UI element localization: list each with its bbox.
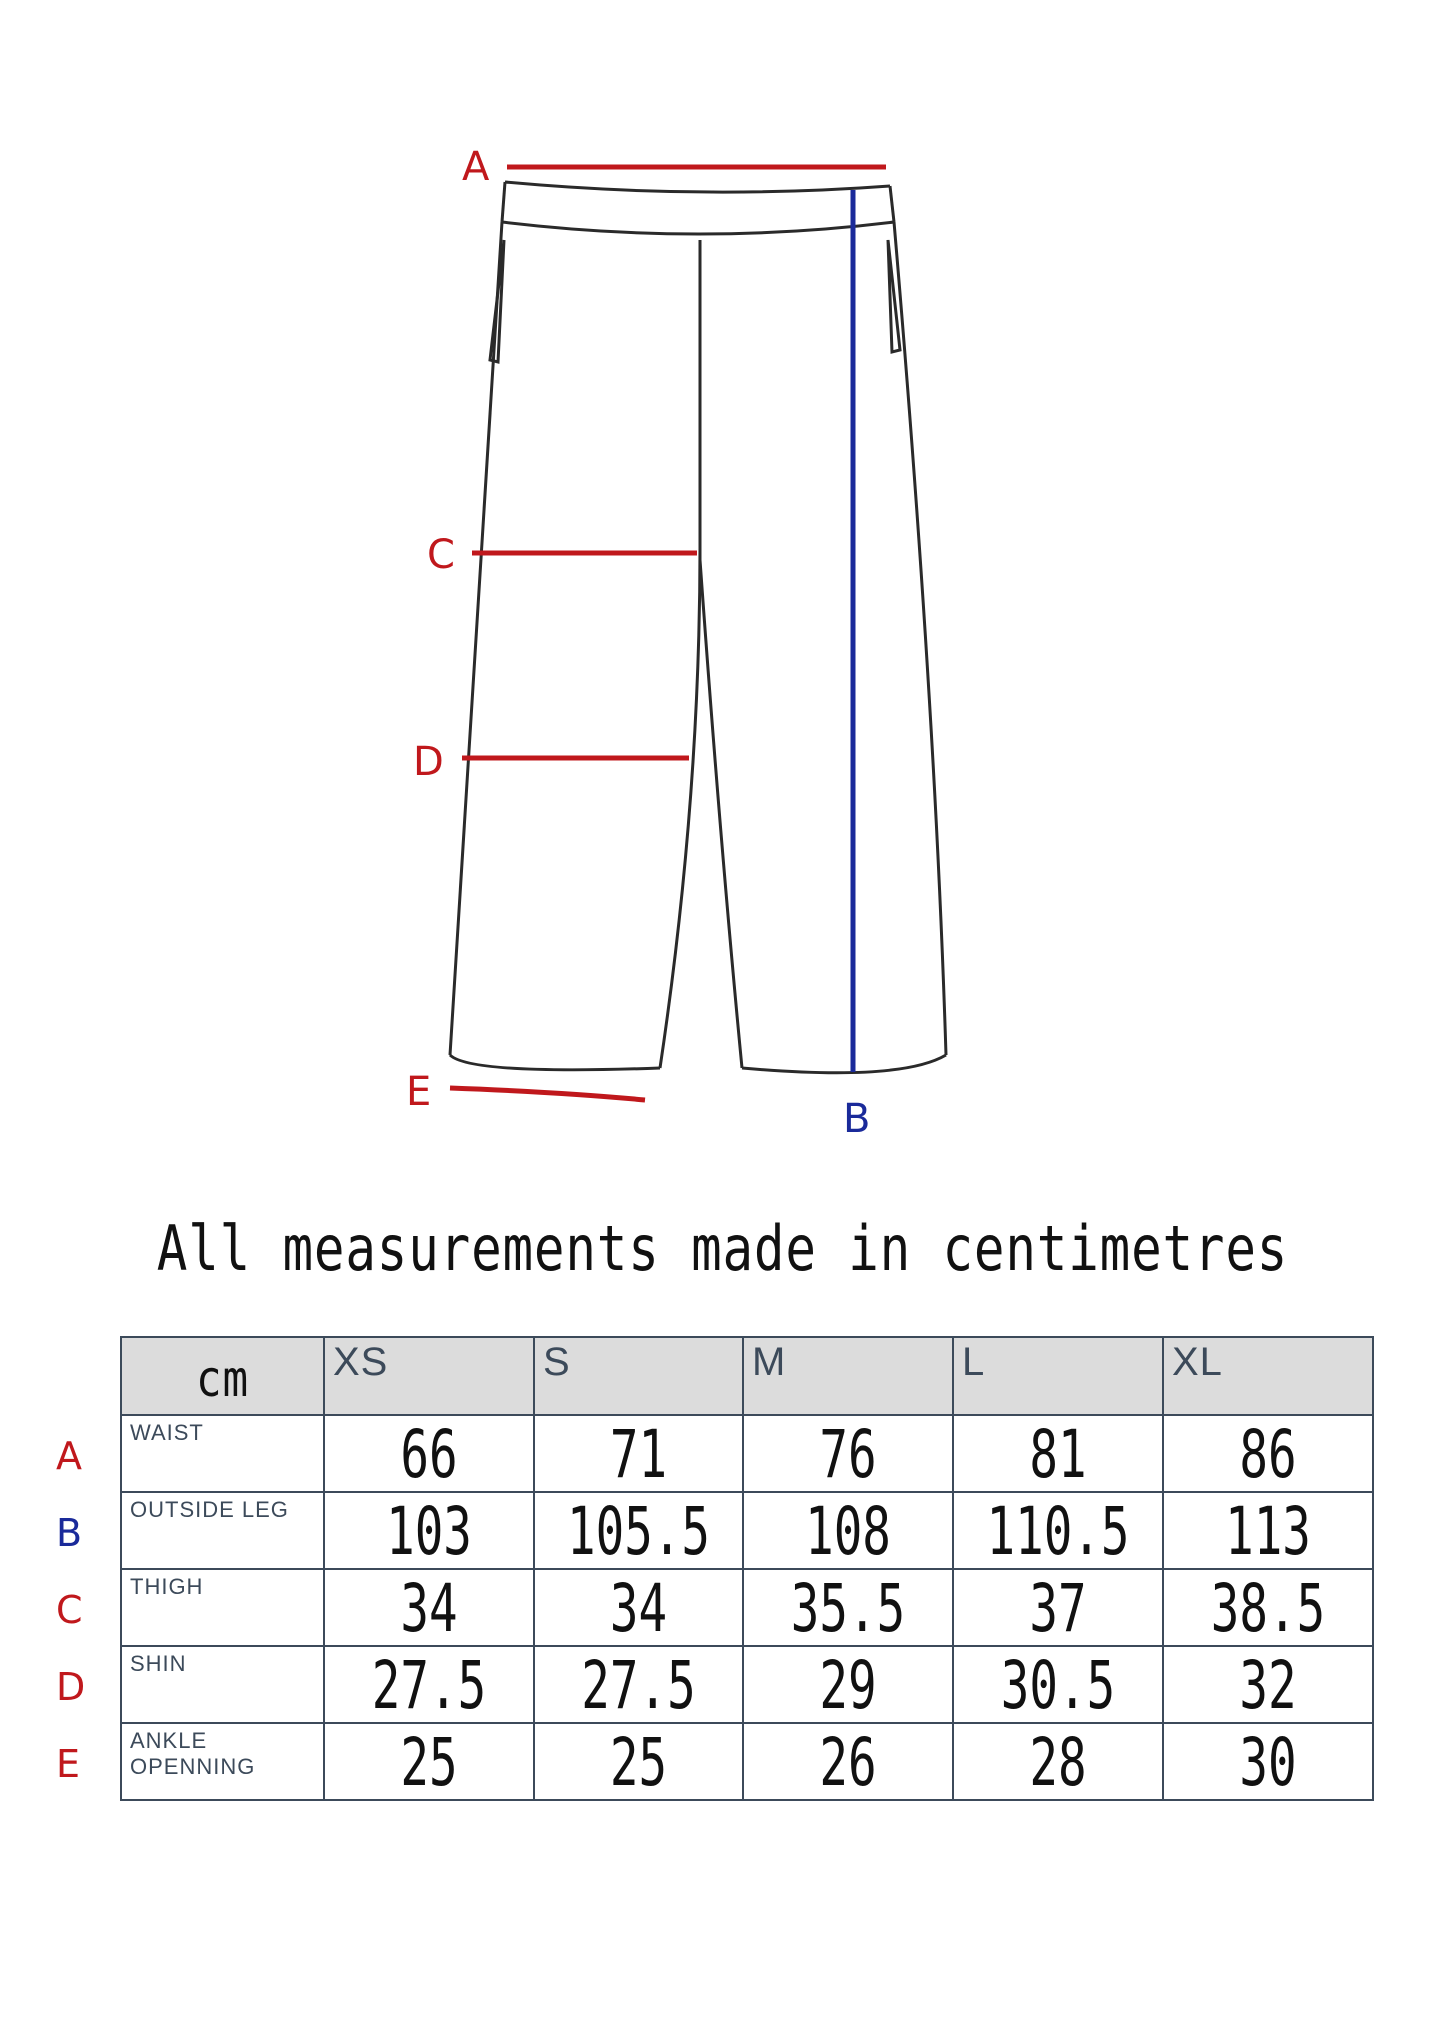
measurement-value: 26 bbox=[819, 1723, 877, 1801]
measurement-value: 110.5 bbox=[986, 1492, 1130, 1570]
measurement-value: 38.5 bbox=[1210, 1569, 1326, 1647]
value-cell-m bbox=[743, 1646, 953, 1723]
measurement-value: 66 bbox=[400, 1415, 458, 1493]
value-cell-xl bbox=[1163, 1723, 1373, 1800]
pants-outline bbox=[450, 182, 946, 1073]
value-cell-l bbox=[953, 1646, 1163, 1723]
value-cell-m bbox=[743, 1569, 953, 1646]
measurement-value: 25 bbox=[609, 1723, 668, 1801]
value-cell-s bbox=[534, 1415, 743, 1492]
measurement-value: 34 bbox=[400, 1569, 458, 1647]
table-row-outside-leg bbox=[121, 1492, 1373, 1569]
label-d: D bbox=[413, 739, 444, 785]
row-letter: A bbox=[56, 1434, 82, 1478]
row-name: THIGH bbox=[130, 1574, 204, 1599]
row-label-cell bbox=[56, 1492, 324, 1569]
measurement-value: 25 bbox=[400, 1723, 458, 1801]
size-header-s: S bbox=[534, 1337, 743, 1415]
label-e: E bbox=[406, 1069, 432, 1115]
table-row-waist bbox=[121, 1415, 1373, 1492]
value-cell-xs bbox=[324, 1723, 534, 1800]
value-cell-xs bbox=[324, 1492, 534, 1569]
value-cell-l bbox=[953, 1492, 1163, 1569]
row-name: OUTSIDE LEG bbox=[130, 1497, 289, 1522]
ankle-line bbox=[450, 1088, 645, 1100]
measurement-value: 27.5 bbox=[581, 1646, 696, 1724]
row-label-cell bbox=[56, 1569, 324, 1646]
label-b: B bbox=[843, 1096, 871, 1142]
size-chart-table bbox=[56, 1336, 1374, 1801]
measurement-value: 71 bbox=[609, 1415, 668, 1493]
row-label-cell bbox=[56, 1723, 324, 1800]
value-cell-xl bbox=[1163, 1415, 1373, 1492]
row-name: ANKLE OPENNING bbox=[130, 1728, 256, 1779]
measurement-value: 28 bbox=[1029, 1723, 1087, 1801]
measurement-value: 29 bbox=[819, 1646, 877, 1724]
table-row-shin bbox=[121, 1646, 1373, 1723]
size-header-l: L bbox=[953, 1337, 1163, 1415]
value-cell-s bbox=[534, 1723, 743, 1800]
value-cell-xl bbox=[1163, 1646, 1373, 1723]
measurement-value: 27.5 bbox=[371, 1646, 487, 1724]
row-name: SHIN bbox=[130, 1651, 187, 1676]
size-header-xs: XS bbox=[324, 1337, 534, 1415]
value-cell-xs bbox=[324, 1569, 534, 1646]
label-a: A bbox=[462, 144, 490, 190]
value-cell-m bbox=[743, 1415, 953, 1492]
row-letter: B bbox=[56, 1511, 83, 1555]
row-letter: E bbox=[56, 1742, 81, 1786]
value-cell-s bbox=[534, 1492, 743, 1569]
value-cell-xs bbox=[324, 1415, 534, 1492]
row-label-cell bbox=[56, 1415, 324, 1492]
measurement-value: 108 bbox=[805, 1492, 891, 1570]
value-cell-xl bbox=[1163, 1569, 1373, 1646]
row-name: WAIST bbox=[130, 1420, 204, 1445]
row-letter: D bbox=[56, 1665, 86, 1709]
measurement-caption: All measurements made in centimetres bbox=[156, 1212, 1289, 1285]
measurement-value: 34 bbox=[609, 1569, 668, 1647]
table-row-ankle-opening bbox=[121, 1723, 1373, 1800]
value-cell-m bbox=[743, 1492, 953, 1569]
measurement-value: 86 bbox=[1239, 1415, 1297, 1493]
measurement-value: 81 bbox=[1029, 1415, 1087, 1493]
value-cell-xs bbox=[324, 1646, 534, 1723]
measurement-value: 113 bbox=[1225, 1492, 1311, 1570]
measurement-value: 30.5 bbox=[1000, 1646, 1116, 1724]
measurement-value: 103 bbox=[386, 1492, 472, 1570]
table-row-thigh bbox=[121, 1569, 1373, 1646]
size-header-xl: XL bbox=[1163, 1337, 1373, 1415]
value-cell-l bbox=[953, 1415, 1163, 1492]
value-cell-l bbox=[953, 1723, 1163, 1800]
value-cell-m bbox=[743, 1723, 953, 1800]
value-cell-l bbox=[953, 1569, 1163, 1646]
value-cell-s bbox=[534, 1569, 743, 1646]
measurement-value: 76 bbox=[819, 1415, 877, 1493]
measurement-value: 105.5 bbox=[566, 1492, 711, 1570]
measurement-value: 30 bbox=[1239, 1723, 1297, 1801]
size-header-m: M bbox=[743, 1337, 953, 1415]
row-label-cell bbox=[56, 1646, 324, 1723]
measurement-value: 35.5 bbox=[790, 1569, 906, 1647]
value-cell-xl bbox=[1163, 1492, 1373, 1569]
unit-header: cm bbox=[121, 1337, 324, 1415]
measurement-value: 37 bbox=[1029, 1569, 1087, 1647]
value-cell-s bbox=[534, 1646, 743, 1723]
row-letter: C bbox=[56, 1588, 83, 1632]
measurement-value: 32 bbox=[1239, 1646, 1297, 1724]
label-c: C bbox=[427, 532, 455, 578]
size-header-row bbox=[121, 1337, 1373, 1415]
